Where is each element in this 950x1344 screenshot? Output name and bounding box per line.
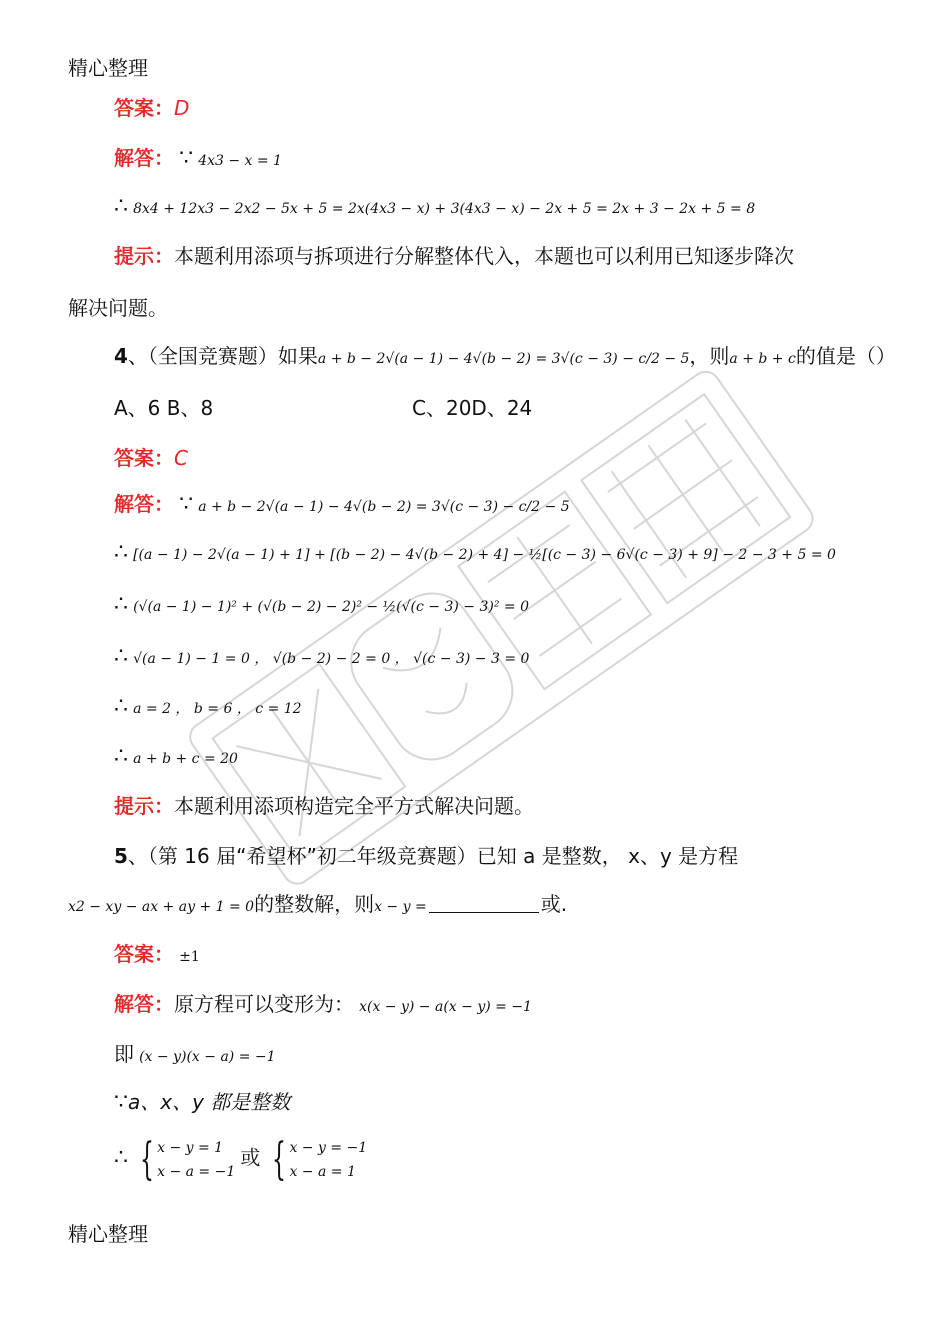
q4-step xyxy=(114,542,836,564)
formula: 8x4 + 12x3 − 2x2 − 5x + 5 = 2x(4x3 − x) + 3(4x3 − x) − 2x + 5 = 2x + 3 − 2x + 5 = 8 xyxy=(133,201,756,217)
q5-answer-row xyxy=(114,938,200,967)
solution-label: 解答： xyxy=(114,992,174,1016)
question-text: 的整数解，则 xyxy=(254,892,375,916)
therefore-symbol: ∴ xyxy=(114,194,128,219)
q4-stem xyxy=(114,340,896,369)
question-text: 、（第 16 届“希望杯”初二年级竞赛题）已知 a 是整数， x、y 是方程 xyxy=(127,844,739,868)
q5-stem-continued xyxy=(68,888,567,917)
because-symbol: ∵ xyxy=(179,492,194,517)
formula: x2 − xy − ax + ay + 1 = 0 xyxy=(68,899,255,915)
formula: x(x − y) − a(x − y) = −1 xyxy=(359,999,532,1015)
q4-solution-row xyxy=(114,488,570,517)
hint-label: 提示： xyxy=(114,244,174,268)
formula: a = 2 ， b = 6 ， c = 12 xyxy=(133,701,302,717)
answer-blank xyxy=(429,912,539,913)
system-row: x − y = −1 xyxy=(289,1140,368,1156)
q5-solution-row xyxy=(114,988,532,1017)
therefore-symbol: ∴ xyxy=(114,592,128,617)
answer-value: C xyxy=(174,446,188,470)
page-footer: 精心整理 xyxy=(68,1222,148,1246)
question-text: ，则 xyxy=(689,344,730,368)
solution-label: 解答： xyxy=(114,492,174,516)
hint-text: 本题利用添项与拆项进行分解整体代入，本题也可以利用已知逐步降次 xyxy=(174,244,794,268)
q5-stem xyxy=(114,840,738,869)
hint-text-continued: 解决问题。 xyxy=(68,296,168,320)
solution-text: 原方程可以变形为： xyxy=(174,992,354,1016)
formula: a + b + c xyxy=(729,351,796,367)
hint-label: 提示： xyxy=(114,794,174,818)
formula: 4x3 − x = 1 xyxy=(198,153,282,169)
page-header: 精心整理 xyxy=(68,56,148,80)
because-symbol: ∵ xyxy=(114,1090,128,1115)
q3-step xyxy=(114,196,755,218)
therefore-symbol: ∴ xyxy=(114,1145,128,1171)
options-right: C、20D、24 xyxy=(412,396,533,420)
formula: a + b − 2√(a − 1) − 4√(b − 2) = 3√(c − 3) − c/2 − 5 xyxy=(198,499,570,515)
q4-hint-row xyxy=(114,790,534,819)
answer-label: 答案： xyxy=(114,446,174,470)
q5-step xyxy=(114,1086,290,1115)
solution-text: 即 xyxy=(114,1042,134,1066)
q4-answer-row xyxy=(114,442,188,471)
question-number: 5 xyxy=(114,844,128,868)
formula: [(a − 1) − 2√(a − 1) + 1] + [(b − 2) − 4√(b − 2) + 4] − ½[(c − 3) − 6√(c − 3) + 9] − 2 − 3 + 5 = 0 xyxy=(133,547,836,563)
q5-step xyxy=(114,1038,276,1067)
answer-value: D xyxy=(174,96,190,120)
question-number: 4 xyxy=(114,344,128,368)
answer-label: 答案： xyxy=(114,942,174,966)
formula: (√(a − 1) − 1)² + (√(b − 2) − 2)² − ½(√(c − 3) − 3)² = 0 xyxy=(133,599,529,615)
formula: (x − y)(x − a) = −1 xyxy=(139,1049,276,1065)
q4-step xyxy=(114,696,302,718)
therefore-symbol: ∴ xyxy=(114,644,128,669)
equation-system xyxy=(133,1134,236,1185)
answer-value: ±1 xyxy=(179,949,200,965)
system-row: x − a = −1 xyxy=(157,1164,236,1180)
formula: a + b + c = 20 xyxy=(133,751,238,767)
because-symbol: ∵ xyxy=(179,146,194,171)
system-row: x − a = 1 xyxy=(289,1164,356,1180)
q3-solution-row xyxy=(114,142,282,171)
or-text: 或 xyxy=(240,1145,261,1170)
equation-system xyxy=(265,1134,368,1185)
q3-answer-row xyxy=(114,92,189,121)
solution-text: a、x、y 都是整数 xyxy=(128,1090,291,1114)
answer-label: 答案： xyxy=(114,96,174,120)
q5-step xyxy=(114,1134,368,1185)
formula: √(a − 1) − 1 = 0 ， √(b − 2) − 2 = 0 ， √(c − 3) − 3 = 0 xyxy=(133,651,530,667)
brace-icon: { xyxy=(272,1134,287,1185)
question-text: 、（全国竞赛题）如果 xyxy=(127,344,318,368)
question-text: 或. xyxy=(540,892,568,916)
brace-icon: { xyxy=(140,1134,155,1185)
q4-step xyxy=(114,746,238,768)
solution-label: 解答： xyxy=(114,146,174,170)
options-left: A、6 B、8 xyxy=(114,396,214,420)
q4-step xyxy=(114,646,529,668)
therefore-symbol: ∴ xyxy=(114,540,128,565)
q4-step xyxy=(114,594,529,616)
therefore-symbol: ∴ xyxy=(114,744,128,769)
hint-text: 本题利用添项构造完全平方式解决问题。 xyxy=(174,794,534,818)
therefore-symbol: ∴ xyxy=(114,694,128,719)
formula: x − y = xyxy=(374,899,427,915)
question-text: 的值是（） xyxy=(795,344,896,368)
formula: a + b − 2√(a − 1) − 4√(b − 2) = 3√(c − 3) − c/2 − 5 xyxy=(317,351,690,367)
system-row: x − y = 1 xyxy=(157,1140,224,1156)
q3-hint-row xyxy=(114,240,794,269)
